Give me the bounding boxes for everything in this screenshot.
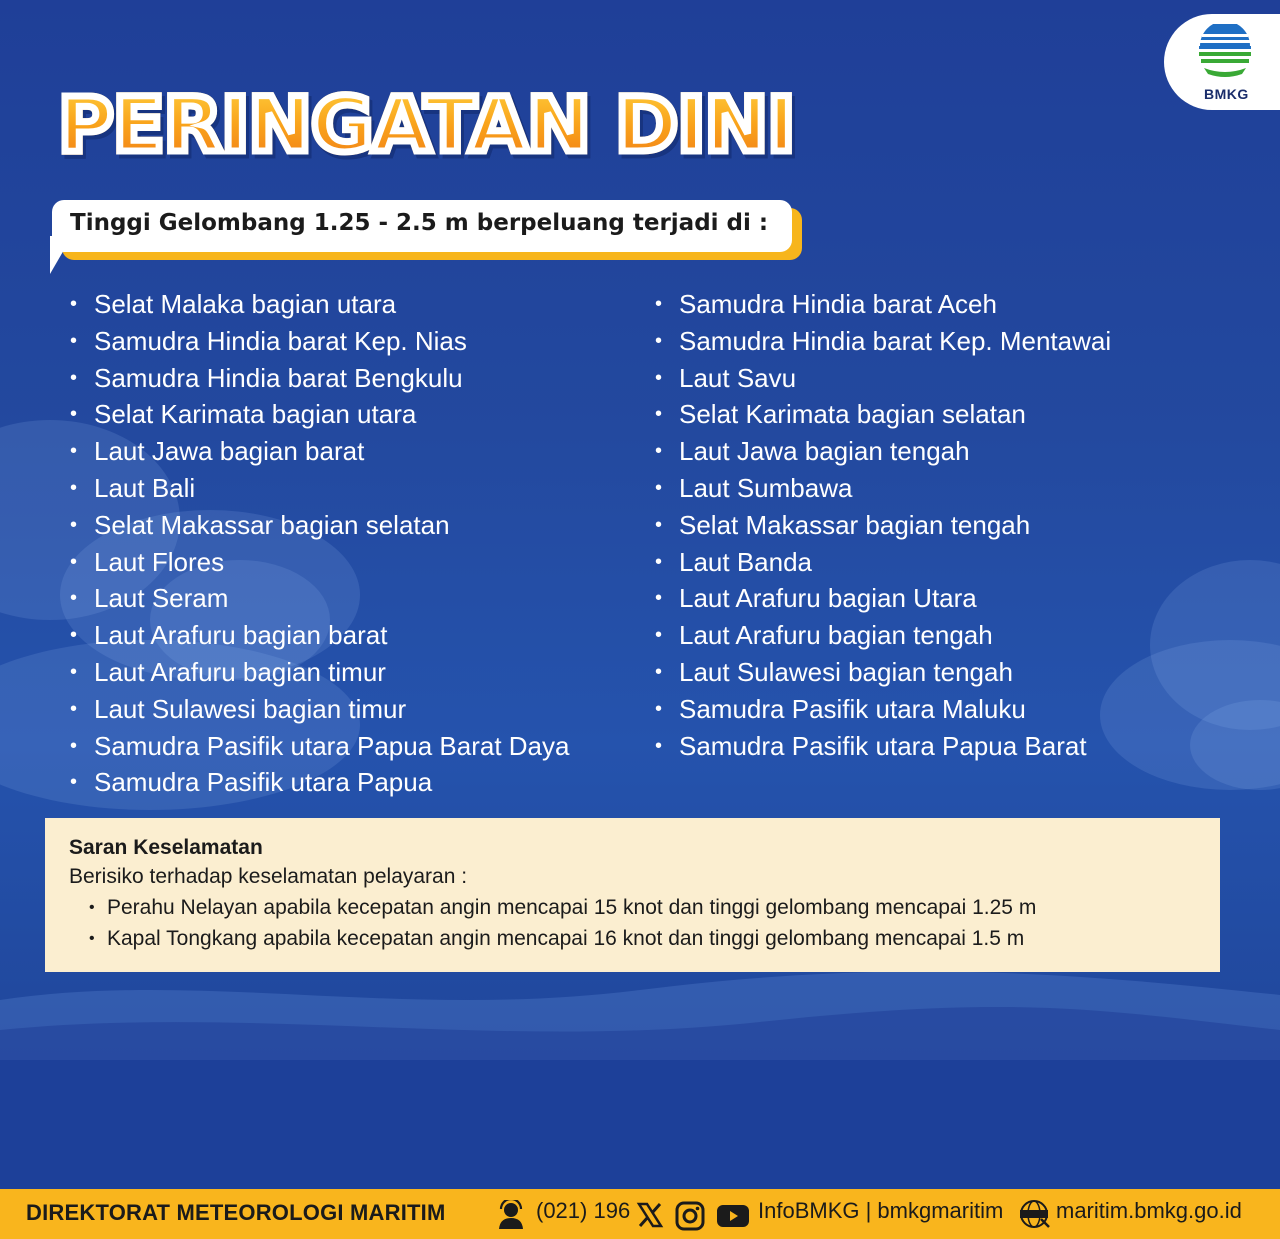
advice-intro: Berisiko terhadap keselamatan pelayaran :: [69, 865, 468, 888]
footer-bar: [0, 1189, 1280, 1239]
list-item: • Laut Arafuru bagian timur: [70, 655, 569, 692]
footer-phone[interactable]: (021) 196: [536, 1198, 631, 1223]
list-item: • Selat Makassar bagian selatan: [70, 508, 569, 545]
list-item: • Samudra Pasifik utara Papua Barat Daya: [70, 729, 569, 766]
location-list-right: [655, 287, 1111, 765]
list-item: • Laut Savu: [655, 361, 1111, 398]
list-item: • Laut Sumbawa: [655, 471, 1111, 508]
instagram-icon[interactable]: [674, 1200, 706, 1232]
subtitle-bubble: [52, 200, 792, 252]
footer-organization: DIREKTORAT METEOROLOGI MARITIM: [26, 1200, 446, 1225]
advice-list: [69, 892, 1196, 954]
list-item: • Selat Makassar bagian tengah: [655, 508, 1111, 545]
list-item: • Laut Seram: [70, 581, 569, 618]
location-list-left: [70, 287, 569, 802]
bmkg-logo-icon: [1196, 24, 1254, 86]
list-item: • Laut Arafuru bagian barat: [70, 618, 569, 655]
footer-website[interactable]: maritim.bmkg.go.id: [1056, 1198, 1242, 1223]
list-item: • Samudra Hindia barat Bengkulu: [70, 361, 569, 398]
youtube-icon[interactable]: [716, 1203, 750, 1229]
list-item: • Samudra Hindia barat Kep. Mentawai: [655, 324, 1111, 361]
list-item: • Selat Karimata bagian selatan: [655, 397, 1111, 434]
advice-item: • Perahu Nelayan apabila kecepatan angin mencapai 15 knot dan tinggi gelombang mencapai 1.25 m: [89, 892, 1196, 923]
web-icon: [1018, 1199, 1052, 1231]
bmkg-logo-text: BMKG: [1204, 86, 1249, 102]
page-title: PERINGATAN DINI: [58, 80, 795, 169]
x-icon[interactable]: [636, 1201, 664, 1229]
list-item: • Laut Arafuru bagian tengah: [655, 618, 1111, 655]
list-item: • Laut Sulawesi bagian tengah: [655, 655, 1111, 692]
list-item: • Selat Karimata bagian utara: [70, 397, 569, 434]
footer-social[interactable]: InfoBMKG | bmkgmaritim: [758, 1198, 1004, 1223]
advice-item: • Kapal Tongkang apabila kecepatan angin mencapai 16 knot dan tinggi gelombang mencapai 1.5 m: [89, 923, 1196, 954]
list-item: • Laut Flores: [70, 545, 569, 582]
list-item: • Samudra Pasifik utara Papua: [70, 765, 569, 802]
list-item: • Laut Jawa bagian tengah: [655, 434, 1111, 471]
advice-title: Saran Keselamatan: [69, 836, 263, 859]
subtitle: Tinggi Gelombang 1.25 - 2.5 m berpeluang terjadi di :: [70, 210, 769, 236]
list-item: • Samudra Pasifik utara Papua Barat: [655, 729, 1111, 766]
list-item: • Laut Arafuru bagian Utara: [655, 581, 1111, 618]
call-center-icon: [496, 1200, 526, 1230]
list-item: • Laut Bali: [70, 471, 569, 508]
list-item: • Samudra Hindia barat Aceh: [655, 287, 1111, 324]
bmkg-logo-badge: [1164, 14, 1280, 110]
list-item: • Laut Sulawesi bagian timur: [70, 692, 569, 729]
list-item: • Samudra Hindia barat Kep. Nias: [70, 324, 569, 361]
list-item: • Samudra Pasifik utara Maluku: [655, 692, 1111, 729]
list-item: • Laut Banda: [655, 545, 1111, 582]
list-item: • Laut Jawa bagian barat: [70, 434, 569, 471]
list-item: • Selat Malaka bagian utara: [70, 287, 569, 324]
safety-advice-box: [45, 818, 1220, 972]
